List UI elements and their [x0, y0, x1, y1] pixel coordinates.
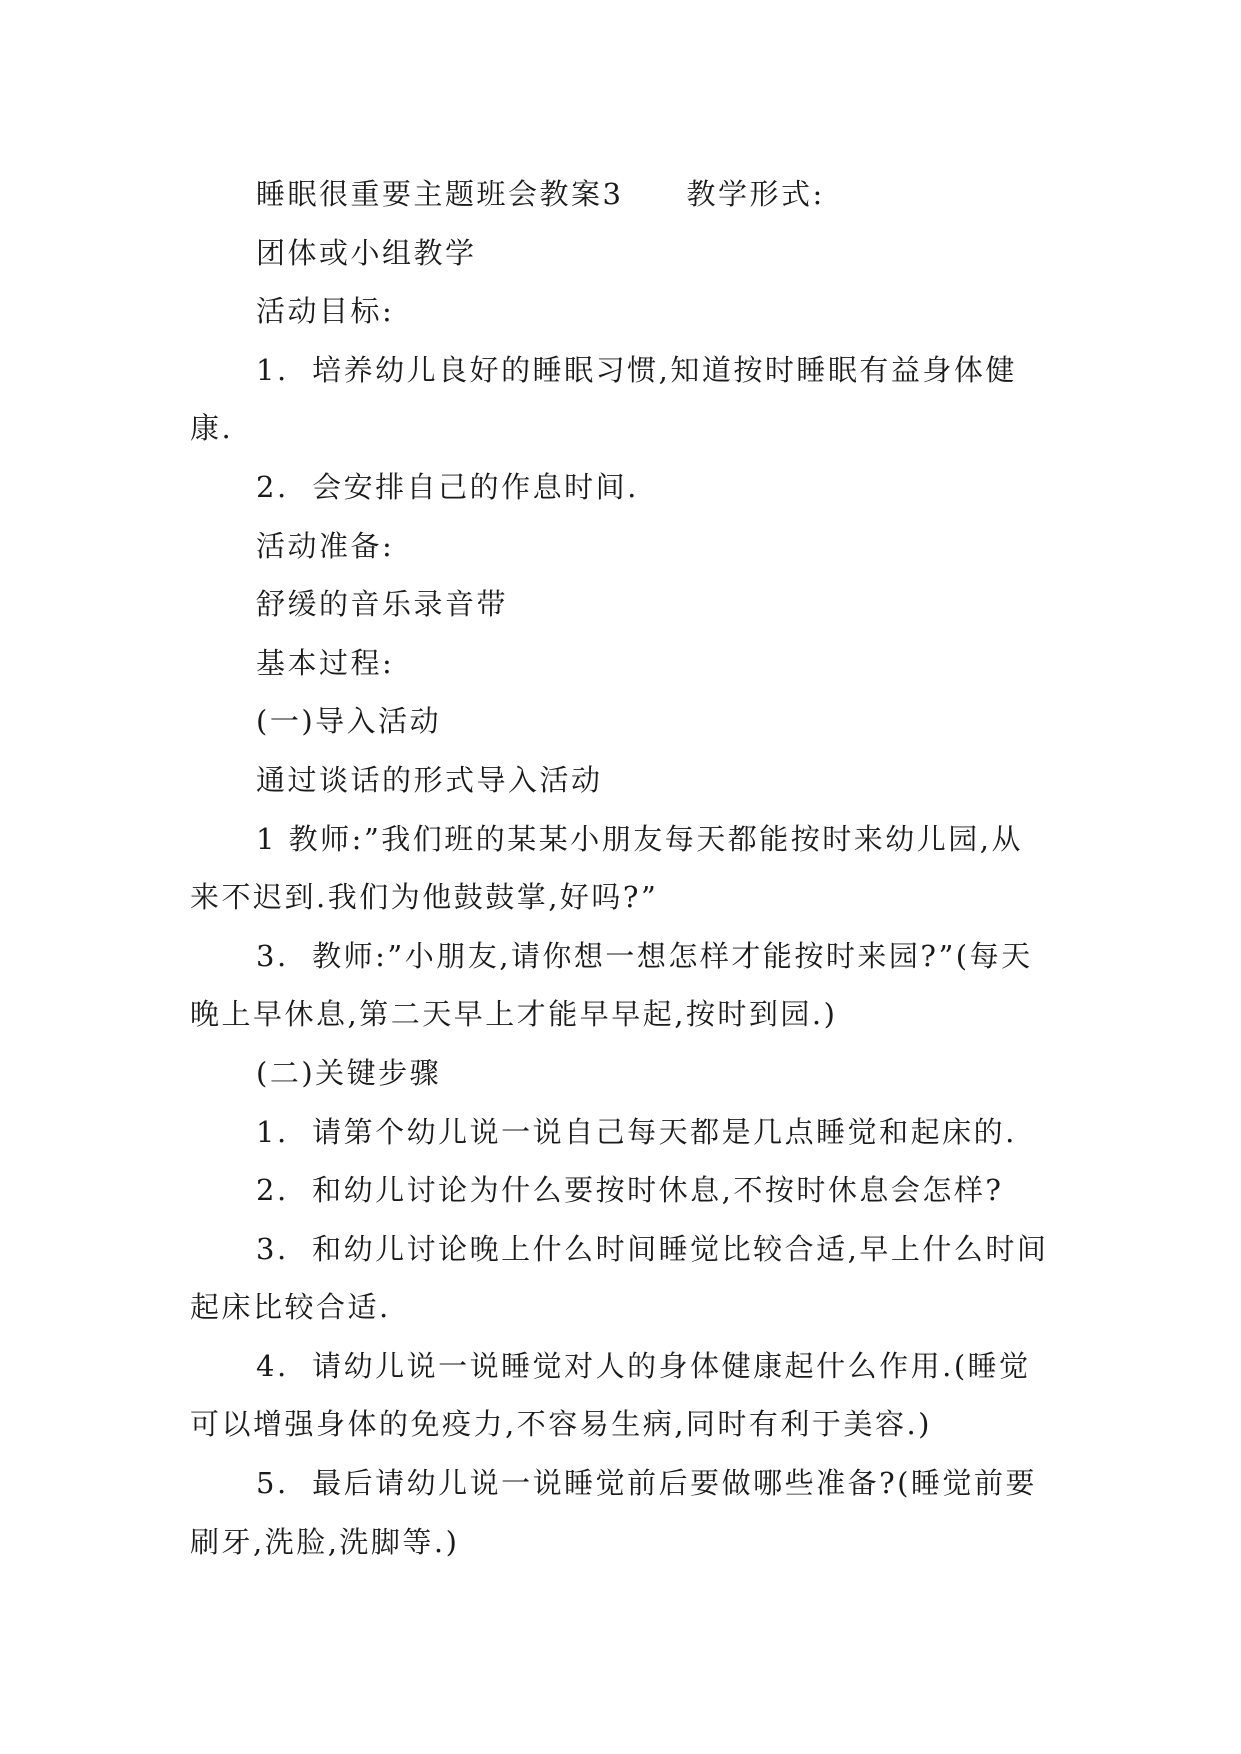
process-paragraph: 1 教师:”我们班的某某小朋友每天都能按时来幼儿园,从来不迟到.我们为他鼓鼓掌,好吗?”	[190, 821, 1023, 915]
lesson-title-line: 睡眠很重要主题班会教案3 教学形式:	[256, 177, 825, 211]
document-body	[190, 165, 1052, 1571]
objective-item: 1. 培养幼儿良好的睡眠习惯,知道按时睡眠有益身体健康.	[190, 352, 1017, 446]
key-step-item: 1. 请第个幼儿说一说自己每天都是几点睡觉和起床的.	[256, 1114, 1017, 1149]
process-paragraph: 通过谈话的形式导入活动	[256, 762, 603, 797]
section-heading-preparation: 活动准备:	[256, 528, 395, 563]
process-paragraph: 3. 教师:”小朋友,请你想一想怎样才能按时来园?”(每天晚上早休息,第二天早上才能早早起,按时到园.)	[190, 938, 1033, 1032]
key-step-item: 5. 最后请幼儿说一说睡觉前后要做哪些准备?(睡觉前要刷牙,洗脸,洗脚等.)	[190, 1466, 1037, 1559]
objective-item: 2. 会安排自己的作息时间.	[256, 469, 639, 504]
subsection-heading-key-steps: (二)关键步骤	[256, 1055, 442, 1090]
key-step-item: 3. 和幼儿讨论晚上什么时间睡觉比较合适,早上什么时间起床比较合适.	[190, 1231, 1049, 1325]
section-heading-process: 基本过程:	[256, 645, 395, 680]
subsection-heading-intro: (一)导入活动	[256, 704, 442, 739]
preparation-item: 舒缓的音乐录音带	[256, 587, 509, 622]
section-heading-objectives: 活动目标:	[256, 294, 395, 329]
key-step-item: 4. 请幼儿说一说睡觉对人的身体健康起什么作用.(睡觉可以增强身体的免疫力,不容易生病,同时有利于美容.)	[190, 1348, 1031, 1442]
teaching-form-value: 团体或小组教学	[256, 235, 477, 270]
key-step-item: 2. 和幼儿讨论为什么要按时休息,不按时休息会怎样?	[256, 1173, 1004, 1208]
